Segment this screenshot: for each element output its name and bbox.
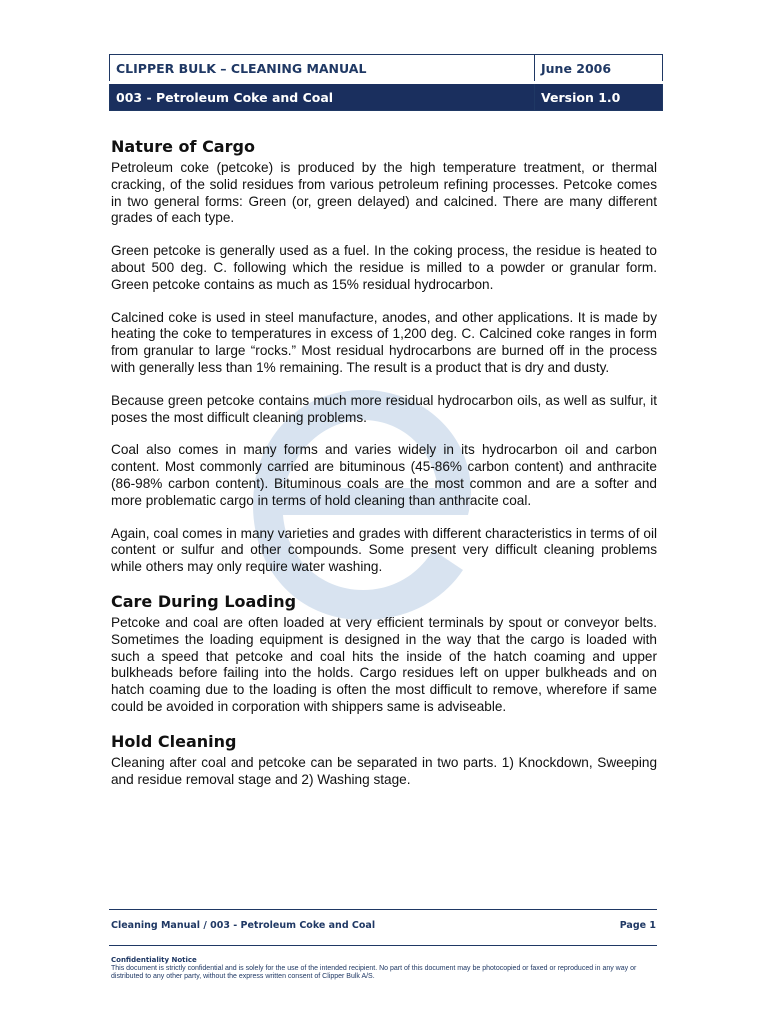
page-footer — [111, 920, 656, 931]
paragraph: Coal also comes in many forms and varies widely in its hydrocarbon oil and carbon content. Most commonly carried are bituminous (45-86% carbon content) and anthracite (86-98% carbon content). Bituminous coals are the most common and are a softer and more problematic cargo in terms of hold cleaning than anthracite coal. — [111, 442, 657, 508]
manual-title: CLIPPER BULK – CLEANING MANUAL — [110, 55, 535, 83]
section-nature-of-cargo — [111, 137, 657, 576]
document-body — [111, 137, 657, 804]
section-hold-cleaning — [111, 732, 657, 789]
paragraph: Cleaning after coal and petcoke can be separated in two parts. 1) Knockdown, Sweeping and residue removal stage and 2) Washing stage. — [111, 754, 657, 787]
page-number: Page 1 — [619, 920, 656, 931]
notice-text: This document is strictly confidential and is solely for the use of the intended recipient. No part of this document may be photocopied or faxed or reproduced in any way or distributed to any other party, without the express written consent of Clipper Bulk A/S. — [111, 964, 637, 980]
section-heading: Hold Cleaning — [111, 731, 237, 751]
paragraph: Again, coal comes in many varieties and grades with different characteristics in terms of oil content or sulfur and other compounds. Some present very difficult cleaning problems while others may only require water washing. — [111, 525, 657, 575]
paragraph: Petroleum coke (petcoke) is produced by the high temperature treatment, or thermal cracking, of the solid residues from various petroleum refining processes. Petcoke comes in two general forms: Green (or, green delayed) and calcined. There are many different grades of each type. — [111, 160, 657, 226]
paragraph: Petcoke and coal are often loaded at very efficient terminals by spout or conveyor belts. Sometimes the loading equipment is designed in the way that the cargo is loaded with such a speed that petcoke and coal hits the inside of the hatch coaming and upper bulkheads before failing into the holds. Cargo residues left on upper bulkheads and on hatch coaming due to the loading is often the most difficult to remove, wherefore if same could be avoided in corporation with shippers same is adviseable. — [111, 614, 657, 714]
confidentiality-notice — [111, 956, 651, 982]
paragraph: Green petcoke is generally used as a fuel. In the coking process, the residue is heated to about 500 deg. C. following which the residue is milled to a powder or granular form. Green petcoke contains as much as 15% residual hydrocarbon. — [111, 243, 657, 292]
section-care-during-loading — [111, 592, 657, 716]
section-heading: Care During Loading — [111, 591, 297, 611]
paragraph: Calcined coke is used in steel manufacture, anodes, and other applications. It is made by heating the coke to temperatures in excess of 1,200 deg. C. Calcined coke ranges in form from granular to large “rocks.” Most residual hydrocarbons are burned off in the process with generally less than 1% remaining. The result is a product that is dry and dusty. — [111, 309, 657, 375]
paragraph: Because green petcoke contains much more residual hydrocarbon oils, as well as sulfur, it poses the most difficult cleaning problems. — [111, 392, 657, 425]
footer-document-title: Cleaning Manual / 003 - Petroleum Coke and Coal — [111, 920, 376, 931]
section-heading: Nature of Cargo — [111, 137, 255, 156]
footer-divider — [109, 909, 657, 910]
document-subtitle: 003 - Petroleum Coke and Coal — [110, 83, 535, 111]
notice-title: Confidentiality Notice — [111, 956, 197, 964]
document-header — [109, 54, 663, 111]
document-version: Version 1.0 — [535, 83, 663, 111]
footer-divider — [109, 945, 657, 946]
document-date: June 2006 — [535, 55, 663, 83]
